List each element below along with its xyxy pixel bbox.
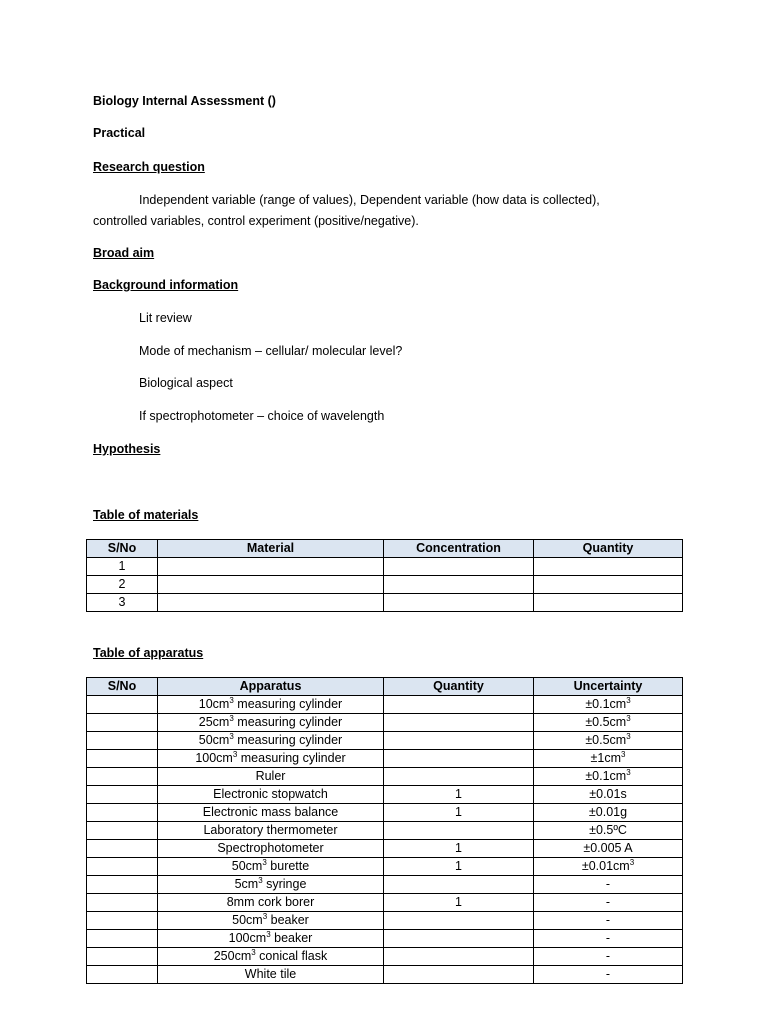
table-row xyxy=(87,768,683,786)
table-cell xyxy=(87,804,158,822)
uncertainty-cell: - xyxy=(534,948,683,966)
quantity-cell xyxy=(384,750,534,768)
quantity-cell: 1 xyxy=(384,804,534,822)
uncertainty-cell: ±0.5ºC xyxy=(534,822,683,840)
table-row xyxy=(87,966,683,984)
uncertainty-cell: - xyxy=(534,912,683,930)
uncertainty-cell: $\pm 0.01cm^3$ xyxy=(534,858,683,876)
table-cell xyxy=(158,558,384,576)
table-cell xyxy=(87,966,158,984)
column-header: Apparatus xyxy=(158,678,384,696)
table-row xyxy=(87,732,683,750)
table-cell xyxy=(87,930,158,948)
materials-heading: Table of materials xyxy=(93,508,199,522)
background-heading: Background information xyxy=(93,278,239,292)
apparatus-name-cell: Electronic mass balance xyxy=(158,804,384,822)
apparatus-name-cell: Electronic stopwatch xyxy=(158,786,384,804)
table-row xyxy=(87,912,683,930)
table-row xyxy=(87,576,683,594)
research-question-text: Independent variable (range of values), Dependent variable (how data is collected), controlled variables, control experiment (positive/negative). xyxy=(93,193,600,228)
table-row xyxy=(87,714,683,732)
uncertainty-cell: $\pm 0.1cm^3$ xyxy=(534,768,683,786)
apparatus-header-row xyxy=(87,678,683,696)
table-cell xyxy=(87,840,158,858)
quantity-cell xyxy=(384,912,534,930)
apparatus-name-cell: Ruler xyxy=(158,768,384,786)
quantity-cell: 1 xyxy=(384,840,534,858)
table-cell xyxy=(384,558,534,576)
table-cell: 1 xyxy=(87,558,158,576)
bg-item: If spectrophotometer – choice of wavelength xyxy=(139,409,385,423)
research-question-heading: Research question xyxy=(93,160,205,174)
apparatus-table xyxy=(86,677,683,984)
uncertainty-cell: - xyxy=(534,876,683,894)
apparatus-name-cell: $250cm^3$ conical flask xyxy=(158,948,384,966)
uncertainty-cell: - xyxy=(534,894,683,912)
uncertainty-cell: - xyxy=(534,966,683,984)
column-header: Concentration xyxy=(384,540,534,558)
uncertainty-cell: - xyxy=(534,930,683,948)
table-cell xyxy=(87,876,158,894)
table-cell: 2 xyxy=(87,576,158,594)
table-row xyxy=(87,930,683,948)
table-cell xyxy=(87,714,158,732)
column-header: Material xyxy=(158,540,384,558)
table-cell xyxy=(158,576,384,594)
apparatus-rows xyxy=(87,696,683,984)
quantity-cell xyxy=(384,732,534,750)
column-header: S/No xyxy=(87,540,158,558)
uncertainty-cell: $\pm 1cm^3$ xyxy=(534,750,683,768)
column-header: S/No xyxy=(87,678,158,696)
table-row xyxy=(87,786,683,804)
table-cell xyxy=(87,768,158,786)
apparatus-name-cell: $5cm^3$ syringe xyxy=(158,876,384,894)
uncertainty-cell: ±0.005 A xyxy=(534,840,683,858)
table-cell xyxy=(87,822,158,840)
quantity-cell: 1 xyxy=(384,786,534,804)
table-row xyxy=(87,804,683,822)
quantity-cell xyxy=(384,822,534,840)
apparatus-name-cell: $50cm^3$ burette xyxy=(158,858,384,876)
bg-item: Mode of mechanism – cellular/ molecular level? xyxy=(139,344,403,358)
table-cell xyxy=(158,594,384,612)
apparatus-heading: Table of apparatus xyxy=(93,646,204,660)
table-row xyxy=(87,948,683,966)
quantity-cell xyxy=(384,696,534,714)
apparatus-name-cell: $100cm^3$ measuring cylinder xyxy=(158,750,384,768)
uncertainty-cell: $\pm 0.1cm^3$ xyxy=(534,696,683,714)
apparatus-name-cell: $50cm^3$ measuring cylinder xyxy=(158,732,384,750)
bg-item: Biological aspect xyxy=(139,376,233,390)
quantity-cell xyxy=(384,966,534,984)
table-row xyxy=(87,558,683,576)
table-cell xyxy=(87,786,158,804)
quantity-cell xyxy=(384,930,534,948)
table-row xyxy=(87,894,683,912)
table-cell xyxy=(87,696,158,714)
quantity-cell xyxy=(384,714,534,732)
bg-item: Lit review xyxy=(139,311,192,325)
table-row xyxy=(87,750,683,768)
table-cell xyxy=(534,594,683,612)
table-row xyxy=(87,840,683,858)
quantity-cell xyxy=(384,948,534,966)
materials-table xyxy=(86,539,683,612)
column-header: Quantity xyxy=(534,540,683,558)
column-header: Quantity xyxy=(384,678,534,696)
quantity-cell: 1 xyxy=(384,894,534,912)
materials-header-row xyxy=(87,540,683,558)
apparatus-name-cell: $50cm^3$ beaker xyxy=(158,912,384,930)
apparatus-name-cell: Spectrophotometer xyxy=(158,840,384,858)
apparatus-name-cell: $25cm^3$ measuring cylinder xyxy=(158,714,384,732)
quantity-cell xyxy=(384,876,534,894)
table-cell xyxy=(87,894,158,912)
quantity-cell xyxy=(384,768,534,786)
apparatus-name-cell: $100cm^3$ beaker xyxy=(158,930,384,948)
document-title: Biology Internal Assessment () xyxy=(93,94,276,108)
table-cell xyxy=(87,912,158,930)
uncertainty-cell: $\pm 0.5cm^3$ xyxy=(534,732,683,750)
table-cell xyxy=(87,948,158,966)
practical-label: Practical xyxy=(93,126,146,140)
table-cell xyxy=(87,732,158,750)
apparatus-name-cell: 8mm cork borer xyxy=(158,894,384,912)
apparatus-name-cell: White tile xyxy=(158,966,384,984)
table-cell xyxy=(384,594,534,612)
table-cell xyxy=(534,558,683,576)
table-cell xyxy=(87,858,158,876)
table-cell xyxy=(87,750,158,768)
uncertainty-cell: ±0.01g xyxy=(534,804,683,822)
table-row xyxy=(87,822,683,840)
quantity-cell: 1 xyxy=(384,858,534,876)
column-header: Uncertainty xyxy=(534,678,683,696)
table-cell: 3 xyxy=(87,594,158,612)
uncertainty-cell: ±0.01s xyxy=(534,786,683,804)
uncertainty-cell: $\pm 0.5cm^3$ xyxy=(534,714,683,732)
apparatus-name-cell: Laboratory thermometer xyxy=(158,822,384,840)
apparatus-name-cell: $10cm^3$ measuring cylinder xyxy=(158,696,384,714)
broad-aim-heading: Broad aim xyxy=(93,246,155,260)
table-row xyxy=(87,858,683,876)
table-row xyxy=(87,696,683,714)
table-row xyxy=(87,594,683,612)
table-cell xyxy=(534,576,683,594)
hypothesis-heading: Hypothesis xyxy=(93,442,161,456)
table-row xyxy=(87,876,683,894)
table-cell xyxy=(384,576,534,594)
